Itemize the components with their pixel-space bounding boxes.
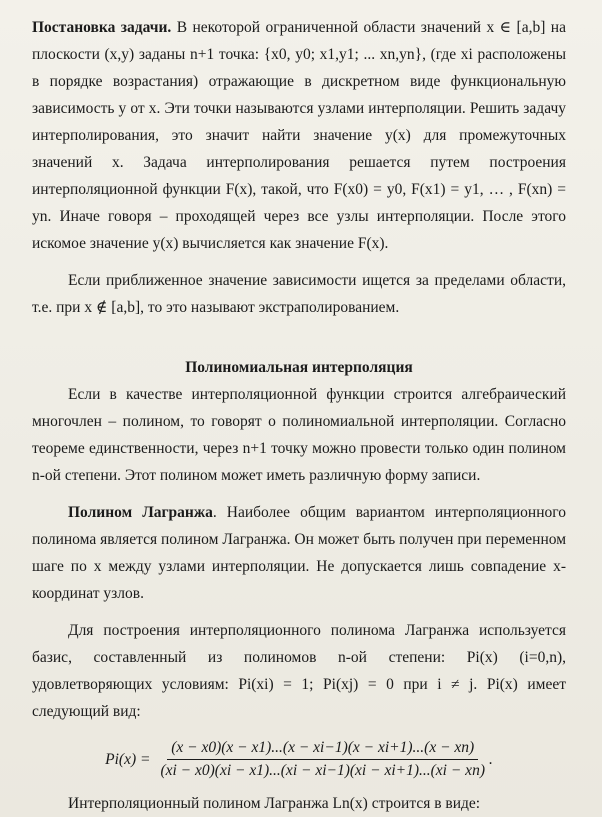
formula-fraction <box>156 739 489 780</box>
paragraph-lagrange-text: . Наиболее общим вариантом интерполяционного полинома является полином Лагранжа. Он может быть получен при переменном шаге по x между узлами интерполяции. Не допускается лишь совпадение x-координат узлов. <box>32 504 566 602</box>
section-title: Полиномиальная интерполяция <box>185 359 413 376</box>
heading-lagrange: Полином Лагранжа <box>68 504 213 521</box>
paragraph-basis: Для построения интерполяционного полинома Лагранжа используется базис, составленный из полиномов n-ой степени: Pi(x) (i=0,n), удовлетворяющих условиям: Pi(xi) = 1; Pi(xj) = 0 при i ≠ j. Pi(x) имеет следующий вид: <box>32 622 566 720</box>
paragraph-lagrange <box>32 499 566 607</box>
paragraph-problem-statement <box>32 14 566 257</box>
paragraph-lagrange-polynomial: Интерполяционный полином Лагранжа Ln(x) строится в виде: <box>68 795 481 812</box>
lagrange-basis-formula <box>32 739 566 780</box>
formula-numerator: (x − x0)(x − x1)...(x − xi−1)(x − xi+1)...(x − xn) <box>167 739 478 760</box>
heading-problem-statement: Постановка задачи. <box>32 19 172 36</box>
formula-denominator: (xi − x0)(xi − x1)...(xi − xi−1)(xi − xi+1)...(xi − xn) <box>160 762 485 779</box>
paragraph-extrapolation: Если приближенное значение зависимости ищется за пределами области, т.е. при x ∉ [a,b], то это называют экстраполированием. <box>32 272 566 316</box>
paragraph-polynomial-interpolation: Если в качестве интерполяционной функции строится алгебраический многочлен – полином, то говорят о полиномиальной интерполяции. Согласно теореме единственности, через n+1 точку можно провести только один полином n-ой степени. Этот полином может иметь различную форму записи. <box>32 386 566 484</box>
formula-end: . <box>488 750 493 768</box>
paragraph-problem-statement-text: В некоторой ограниченной области значений x ∈ [a,b] на плоскости (x,y) заданы n+1 точка: {x0, y0; x1,y1; ... xn,yn}, (где xi расположены в порядке возрастания) отражающие в дискретном виде функциональную зависимость y от x. Эти точки называются узлами интерполяции. Решить задачу интерполирования, это значит найти значение y(x) для промежуточных значений x. Задача интерполирования решается путем построения интерполяционной функции F(x), такой, что F(x0) = y0, F(x1) = y1, … , F(xn) = yn. Иначе говоря – проходящей через все узлы интерполяции. После этого искомое значение y(x) вычисляется как значение F(x). <box>32 19 566 252</box>
formula-lhs: Pi(x) = <box>105 750 151 768</box>
